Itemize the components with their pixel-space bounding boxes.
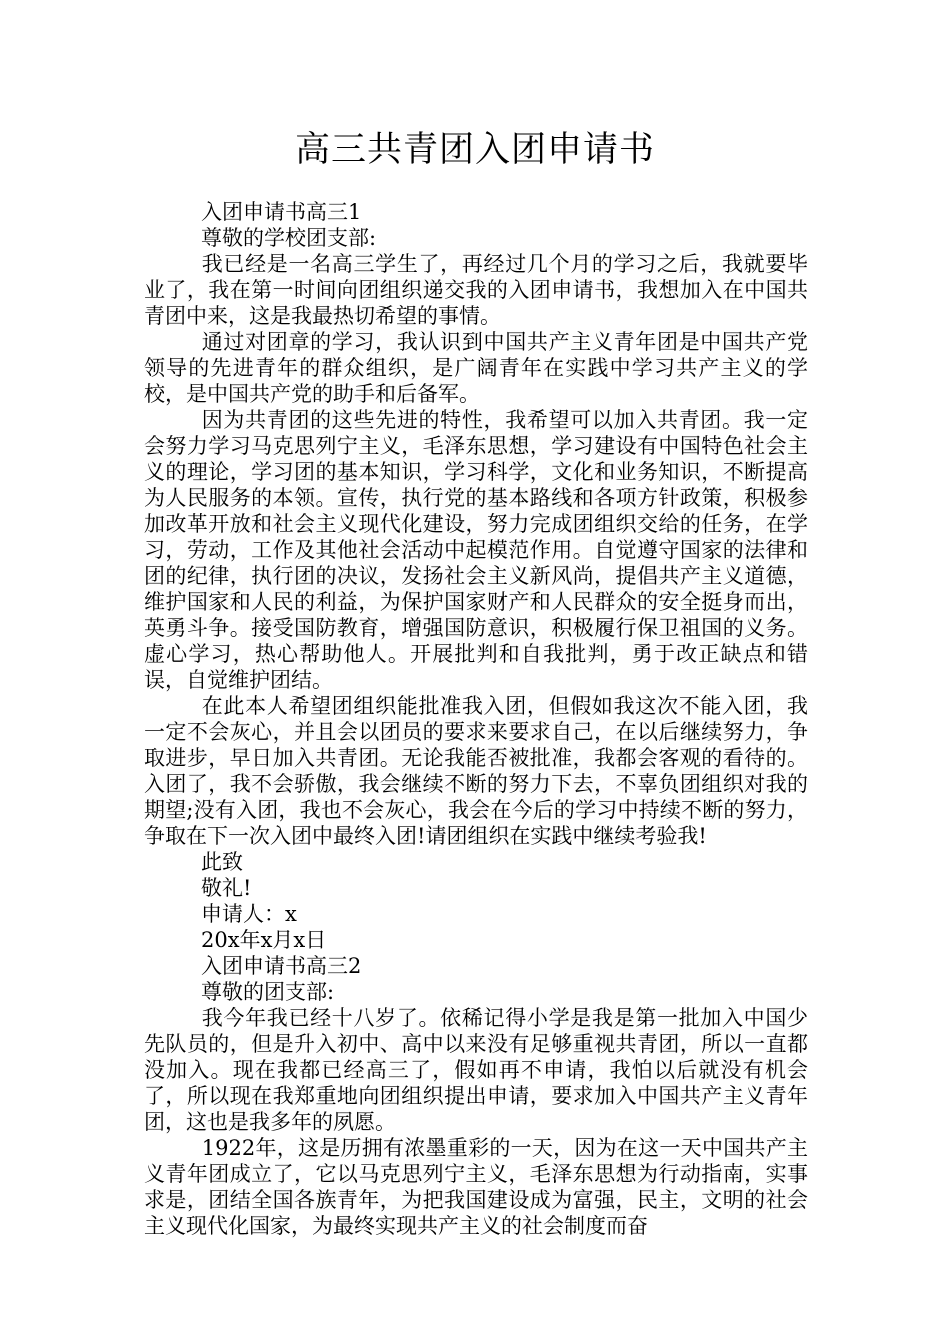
letter1-applicant: 申请人：x <box>201 902 297 926</box>
letter2-salutation: 尊敬的团支部: <box>201 980 335 1004</box>
letter1-salutation: 尊敬的学校团支部: <box>201 226 377 250</box>
letter1-paragraph-1: 我已经是一名高三学生了，再经过几个月的学习之后，我就要毕业了，我在第一时间向团组织递交我的入团申请书，我想加入在中国共青团中来，这是我最热切希望的事情。 <box>144 252 808 328</box>
letter2-paragraph-2: 1922年，这是历拥有浓墨重彩的一天，因为在这一天中国共产主义青年团成立了，它以马克思列宁主义，毛泽东思想为行动指南，实事求是，团结全国各族青年，为把我国建设成为富强，民主，文明的社会主义现代化国家，为最终实现共产主义的社会制度而奋 <box>144 1136 808 1238</box>
letter2-heading: 入团申请书高三2 <box>201 954 362 978</box>
letter1-paragraph-3: 因为共青团的这些先进的特性，我希望可以加入共青团。我一定会努力学习马克思列宁主义，毛泽东思想，学习建设有中国特色社会主义的理论，学习团的基本知识，学习科学，文化和业务知识，不断提高为人民服务的本领。宣传，执行党的基本路线和各项方针政策，积极参加改革开放和社会主义现代化建设，努力完成团组织交给的任务，在学习，劳动，工作及其他社会活动中起模范作用。自觉遵守国家的法律和团的纪律，执行团的决议，发扬社会主义新风尚，提倡共产主义道德，维护国家和人民的利益，为保护国家财产和人民群众的安全挺身而出，英勇斗争。接受国防教育，增强国防意识，积极履行保卫祖国的义务。虚心学习，热心帮助他人。开展批判和自我批判，勇于改正缺点和错误，自觉维护团结。 <box>144 408 808 692</box>
letter1-date: 20x年x月x日 <box>201 928 327 952</box>
document-body <box>144 199 808 1239</box>
letter1-paragraph-4: 在此本人希望团组织能批准我入团，但假如我这次不能入团，我一定不会灰心，并且会以团员的要求来要求自己，在以后继续努力，争取进步，早日加入共青团。无论我能否被批准，我都会客观的看待的。入团了，我不会骄傲，我会继续不断的努力下去，不辜负团组织对我的期望;没有入团，我也不会灰心，我会在今后的学习中持续不断的努力，争取在下一次入团中最终入团!请团组织在实践中继续考验我! <box>144 694 808 848</box>
letter1-closing-2: 敬礼! <box>201 876 252 900</box>
document-title: 高三共青团入团申请书 <box>294 130 655 170</box>
letter1-heading: 入团申请书高三1 <box>201 200 362 224</box>
letter2-paragraph-1: 我今年我已经十八岁了。依稀记得小学是我是第一批加入中国少先队员的，但是升入初中、高中以来没有足够重视共青团，所以一直都没加入。现在我都已经高三了，假如再不申请，我怕以后就没有机会了，所以现在我郑重地向团组织提出申请，要求加入中国共产主义青年团，这也是我多年的夙愿。 <box>144 1006 808 1134</box>
letter1-closing-1: 此致 <box>201 850 243 874</box>
letter1-paragraph-2: 通过对团章的学习，我认识到中国共产主义青年团是中国共产党领导的先进青年的群众组织，是广阔青年在实践中学习共产主义的学校，是中国共产党的助手和后备军。 <box>144 330 808 406</box>
